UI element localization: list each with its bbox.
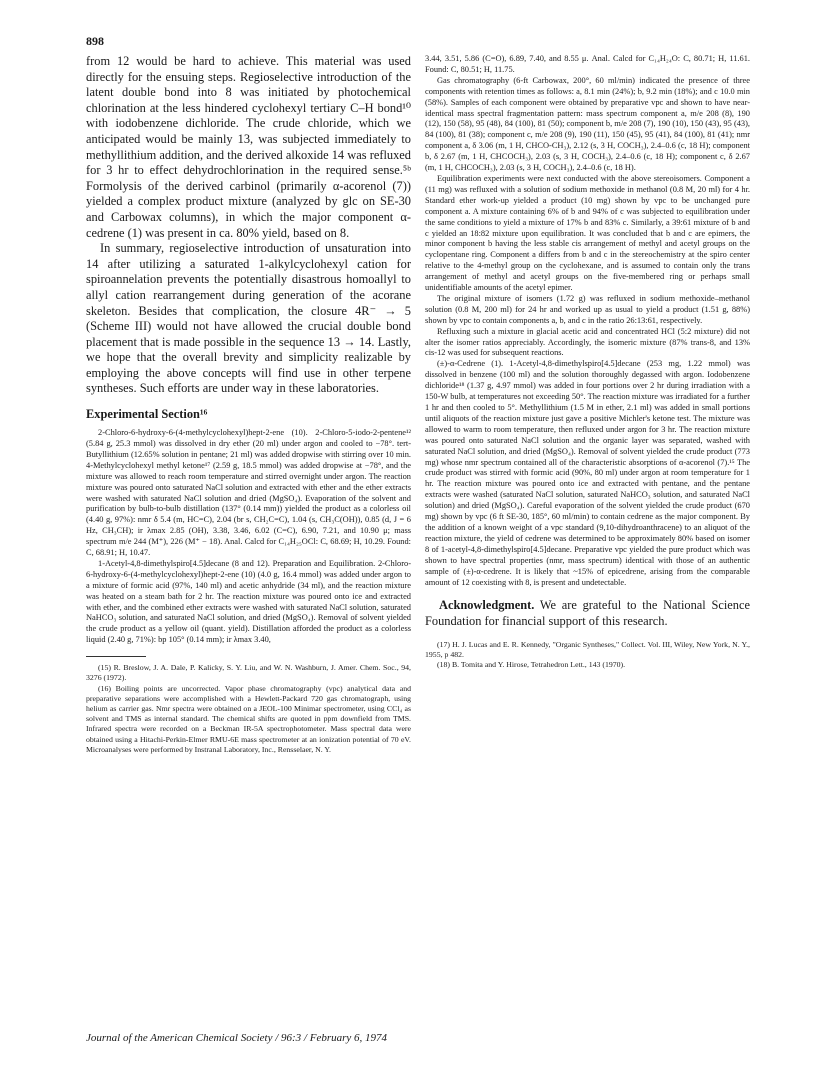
acknowledgment-text: We are grateful to the National Science Foundation for financial support of this research.: [425, 598, 750, 628]
right-column: [425, 54, 750, 670]
experimental-section-heading: Experimental Section¹⁶: [86, 407, 208, 422]
experimental-paragraph: (±)-α-Cedrene (1). 1-Acetyl-4,8-dimethylspiro[4.5]decane (253 mg, 1.22 mmol) was dissolved in benzene (100 ml) and the solution thoroughly degassed with argon. Iodobenzene dichloride¹⁸ (1.37 g, 4.97 mmol) was added in four portions over 2 hr during irradiation with a 150-W bulb, at temperatures not exceeding 50°. The reaction mixture was irradiated for a further 1 hr and then cooled to 5°. Methyllithium (1.5 M in ether, 2.1 ml) was added in small portions until aliquots of the reaction mixture just gave a positive Michler's ketone test. The mixture was allowed to warm to room temperature, then refluxed under argon for 3 hr. The reaction mixture was poured onto saturated NaCl solution and the organic layer was separated, washed with saturated NaCl solution, and dried (MgSO₄). Removal of solvent yielded the crude product (773 mg) whose nmr spectrum contained all of the characteristic absorptions of α-acorenol (7).¹⁵ The crude product was stirred with formic acid (90%, 80 ml) under argon at room temperature for 1 hr. The reaction mixture was poured onto ice and extracted with pentane, and the pentane extracts were washed (saturated NaCl solution, saturated NaHCO₃ solution, and saturated NaCl solution) and dried (MgSO₄). Careful evaporation of the solvent yielded the crude product (670 mg) shown by vpc (6 ft SE-30, 185°, 60 ml/min) to contain cedrene as the major component. By the addition of a known weight of a vpc standard (9,10-dihydroanthracene) to an aliquot of the reaction mixture, the yield of cedrene was determined to be approximately 80% based on isomer 8 of 1-acetyl-4,8-dimethylspiro[4.5]decane. Preparative vpc yielded the pure product which was shown to have spectral properties (nmr, mass spectrum) identical with those of an authentic sample of (±)-α-cedrene. It is likely that ~15% of epicedrene, arising from the comparable amount of 12 coexisting with 8, is present and undetectable.: [425, 359, 750, 587]
footnote: (15) R. Breslow, J. A. Dale, P. Kalicky, S. Y. Liu, and W. N. Washburn, J. Amer. Chem. Soc., 94, 3276 (1972).: [86, 663, 411, 683]
experimental-paragraph: Gas chromatography (6-ft Carbowax, 200°, 60 ml/min) indicated the presence of three components with retention times as follows: a, 8.1 min (24%); b, 9.2 min (18%); and c 10.0 min (58%). Samples of each component were obtained by preparative vpc and shown to have near-identical mass spectral fragmentation pattern: mass spectrum component a, m/e 208 (8), 190 (12), 150 (58), 95 (48), 84 (100), 81 (50); component b, m/e 208 (7), 190 (10), 150 (43), 95 (43), 84 (100), 81 (38); component c, m/e 208 (9), 190 (11), 150 (45), 95 (41), 84 (100), 81 (41); nmr component a, δ 3.06 (m, 1 H, CHCO-CH₃), 2.12 (s, 3 H, COCH₃), 2.4–0.6 (c, 18 H); component b, δ 2.67 (m, 1 H, CHCOCH₃), 2.03 (s, 3 H, COCH₃), 2.4–0.6 (c, 18 H); component c, δ 2.67 (m, 1 H, CHCOCH₃), 2.03 (s, 3 H, COCH₃), 2.4–0.6 (c, 18 H).: [425, 75, 750, 173]
acknowledgment-heading: Acknowledgment.: [439, 598, 535, 613]
journal-footer: Journal of the American Chemical Society / 96:3 / February 6, 1974: [86, 1032, 388, 1044]
experimental-paragraph: 3.44, 3.51, 5.86 (C=O), 6.89, 7.40, and 8.55 μ. Anal. Calcd for C₁₄H₂₄O: C, 80.71; H, 11.61. Found: C, 80.51; H, 11.75.: [425, 54, 750, 74]
left-column: [86, 54, 411, 755]
experimental-paragraph: The original mixture of isomers (1.72 g) was refluxed in sodium methoxide–methanol solution (0.8 M, 200 ml) for 24 hr and worked up as usual to yield a product (1.51 g, 88%) shown by vpc to contain components a, b, and c in the ratio 26:13:61, respectively.: [425, 293, 750, 325]
footnote: (16) Boiling points are uncorrected. Vapor phase chromatography (vpc) analytical data and preparative separations were accomplished with a Hewlett-Packard 720 gas chromatograph, using helium as carrier gas. Nmr spectra were obtained on a JEOL-100 Minimar spectrometer, using CCl₄ as solvent and TMS as internal standard. The chemical shifts are quoted in ppm downfield from TMS. Infrared spectra were recorded on a Beckman IR-5A spectrophotometer. Mass spectral data were obtained using a Hitachi-Perkin-Elmer RMU-6E mass spectrometer at an ionization potential of 70 eV. Microanalyses were performed by Instranal Laboratory, Inc., Rensselaer, N. Y.: [86, 683, 411, 754]
experimental-paragraph: 2-Chloro-6-hydroxy-6-(4-methylcyclohexyl)hept-2-ene (10). 2-Chloro-5-iodo-2-pentene¹² (5.84 g, 25.3 mmol) was dissolved in dry ether (20 ml) under argon and cooled to −78°. tert-Butyllithium (12.65% solution in pentane; 21 ml) was added dropwise with stirring over 10 min. 4-Methylcyclohexyl methyl ketone¹⁷ (2.59 g, 18.5 mmol) was added dropwise at −78°, and the mixture was allowed to reach room temperature and stirred overnight under argon. The reaction mixture was poured onto saturated NaCl solution and extracted with ether and the ether extracts were washed with saturated NaCl solution and dried (MgSO₄). Evaporation of the solvent and purification by bulb-to-bulb distillation (137° (0.14 mm)) yielded the product as a colorless oil (4.40 g, 97%): nmr δ 5.4 (m, HC=C), 2.04 (br s, CH₂C=C), 1.04 (s, CH₃C(OH)), 0.85 (d, J = 6 Hz, CH₃CH); ir λmax 2.85 (OH), 3.38, 3.46, 6.02 (C=C), 6.90, 7.21, and 10.90 μ; mass spectrum m/e 244 (M⁺), 226 (M⁺ − 18). Anal. Calcd for C₁₄H₂₅OCl: C, 68.69; H, 10.29. Found: C, 68.91; H, 10.47.: [86, 428, 411, 558]
footnote-rule: [86, 656, 146, 657]
page-number: 898: [86, 34, 104, 48]
summary-paragraph: In summary, regioselective introduction of unsaturation into 14 after utilizing a saturated 1-alkylcyclohexyl cation for spiroannelation prevents the potentially disastrous homoallyl to allyl cation rearrangement during generation of the acorane skeleton. Besides that complication, the closure 4R⁻ → 5 (Scheme III) would not have allowed the crucial double bond placement that is made possible in the sequence 13 → 14. Lastly, we hope that the overall brevity and simplicity realizable by employing the above concepts will find use in other terpene syntheses. Such efforts are under way in these laboratories.: [86, 241, 411, 396]
footnote: (18) B. Tomita and Y. Hirose, Tetrahedron Lett., 143 (1970).: [437, 660, 626, 669]
acknowledgment-paragraph: [425, 598, 750, 629]
experimental-paragraph: Refluxing such a mixture in glacial acetic acid and concentrated HCl (5:2 mixture) did not alter the isomer ratios appreciably. Accordingly, the isomeric mixture (87% trans-8, and 13% cis-12 was used for subsequent reactions.: [425, 326, 750, 358]
experimental-paragraph: 1-Acetyl-4,8-dimethylspiro[4.5]decane (8 and 12). Preparation and Equilibration. 2-Chloro-6-hydroxy-6-(4-methylcyclohexyl)hept-2-ene (10) (4.0 g, 16.4 mmol) was added under argon to a mixture of formic acid (97%, 140 ml) and acetic anhydride (34 ml), and the reaction mixture was heated on a steam bath for 2 hr. The reaction mixture was poured onto ice and extracted with ether, and the combined ether extracts were washed with saturated NaCl solution, saturated NaHCO₃ solution, and saturated NaCl solution, and dried (MgSO₄). Removal of solvent yielded the crude product as a yellow oil (quant. yield). Distillation afforded the product as a colorless liquid (2.40 g, 71%): bp 105° (0.14 mm); ir λmax 3.40,: [86, 558, 411, 645]
body-paragraph: from 12 would be hard to achieve. This material was used directly for the ensuing steps. Regioselective introduction of the latent double bond into 8 was initiated by photochemical chlorination at the less hindered cyclohexyl tertiary C–H bond¹⁰ with iodobenzene dichloride. The crude chloride, which we anticipated would be mainly 13, was subjected immediately to methyllithium addition, and the derived alkoxide 14 was refluxed for 3 hr to effect dehydrochlorination in the required sense.⁵ᵇ Formolysis of the derived carbinol (primarily α-acorenol (7)) yielded a complex product mixture (analyzed by glc on SE-30 and Carbowax columns), in which the major component α-cedrene (1) was present in ca. 80% yield, based on 8.: [86, 54, 411, 240]
footnote: (17) H. J. Lucas and E. R. Kennedy, "Organic Syntheses," Collect. Vol. III, Wiley, New York, N. Y., 1955, p 482.: [425, 639, 750, 659]
experimental-paragraph: Equilibration experiments were next conducted with the above stereoisomers. Component a (11 mg) was refluxed with a solution of sodium methoxide in methanol (0.8 M, 20 ml) for 4 hr. Standard ether work-up yielded a product (10 mg) shown by vpc to be unchanged pure component a. A mixture containing 6% of b and 94% of c was subjected to equilibration under the same conditions to yield a mixture of 17% b and 83% c. Similarly, a 39:61 mixture of b and c yielded an 18:82 mixture upon equilibration. It was concluded that b and c are epimers, the minor component b having the less stable cis arrangement of methyl and acetyl groups on the cyclopentane ring. Component a differs from b and c in the stereochemistry at the spiro center relative to the 4-methyl group on the cyclohexane, and is assumed to contain only the trans arrangement of methyl and acetyl groups on the five-membered ring or perhaps small unidentifiable amounts of the acetyl epimer.: [425, 173, 750, 293]
